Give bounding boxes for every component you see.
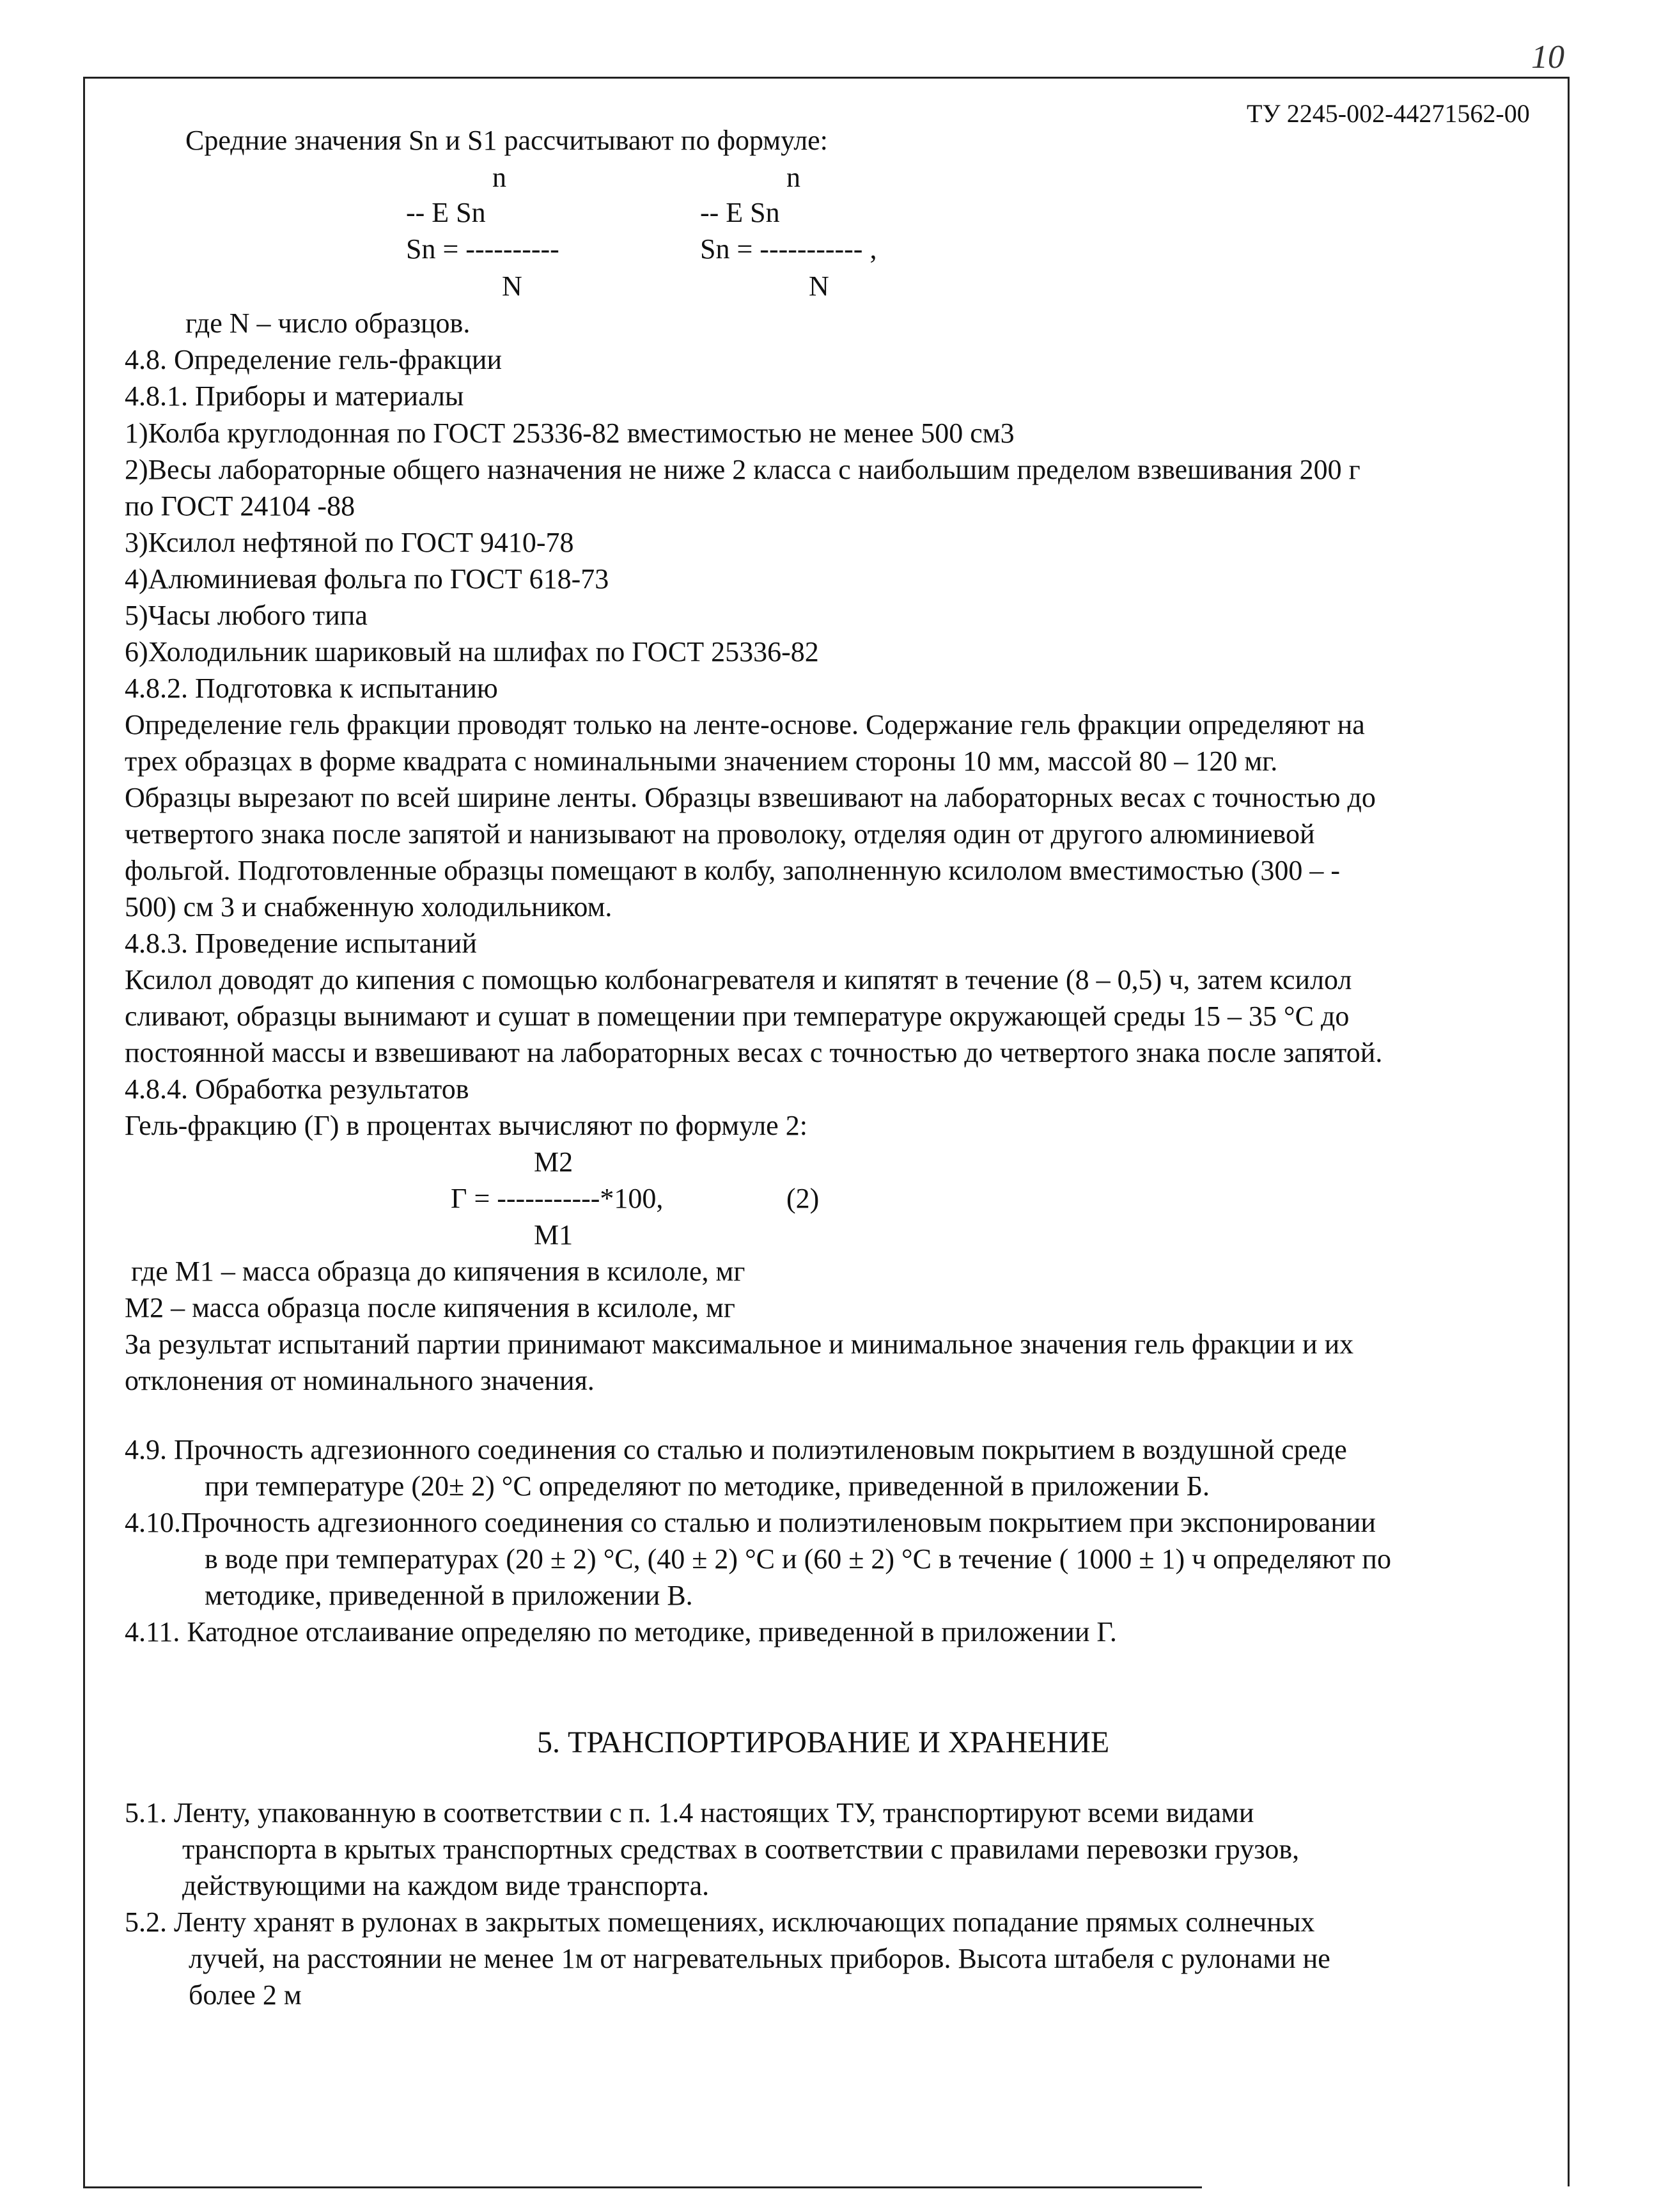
- equipment-item: по ГОСТ 24104 -88: [125, 490, 355, 522]
- section-5-heading: 5. ТРАНСПОРТИРОВАНИЕ И ХРАНЕНИЕ: [537, 1725, 1110, 1759]
- section-4-8-1-title: 4.8.1. Приборы и материалы: [125, 380, 464, 412]
- section-5-1: 5.1. Ленту, упакованную в соответствии с п. 1.4 настоящих ТУ, транспортируют всеми видами: [125, 1797, 1254, 1828]
- equipment-item: 1)Колба круглодонная по ГОСТ 25336-82 вместимостью не менее 500 см3: [125, 417, 1015, 449]
- equipment-item: 6)Холодильник шариковый на шлифах по ГОСТ 25336-82: [125, 636, 819, 667]
- page-number: 10: [1531, 39, 1564, 75]
- formula1-where: где N – число образцов.: [185, 308, 471, 339]
- paragraph-line: четвертого знака после запятой и нанизывают на проволоку, отделяя один от другого алюминиевой: [125, 818, 1315, 850]
- section-4-9-cont: при температуре (20± 2) °С определяют по методике, приведенной в приложении Б.: [205, 1470, 1210, 1502]
- paragraph-line: Ксилол доводят до кипения с помощью колбонагревателя и кипятят в течение (8 – 0,5) ч, затем ксилол: [125, 964, 1352, 995]
- paragraph-line: где М1 – масса образца до кипячения в ксилоле, мг: [131, 1256, 745, 1287]
- section-4-10: 4.10.Прочность адгезионного соединения со сталью и полиэтиленовым покрытием при экспонировании: [125, 1507, 1376, 1538]
- paragraph-line: сливают, образцы вынимают и сушат в помещении при температуре окружающей среды 15 – 35 °С до: [125, 1001, 1350, 1032]
- section-4-10-cont: в воде при температурах (20 ± 2) °С, (40 ± 2) °С и (60 ± 2) °С в течение ( 1000 ± 1) ч определяют по: [205, 1543, 1391, 1575]
- formula1-right-main: Sn = ----------- ,: [700, 233, 877, 265]
- paragraph-line: постоянной массы и взвешивают на лабораторных весах с точностью до четвертого знака после запятой.: [125, 1037, 1383, 1068]
- paragraph-line: Образцы вырезают по всей ширине ленты. Образцы взвешивают на лабораторных весах с точностью до: [125, 782, 1376, 813]
- frame-top-line: [83, 77, 1568, 79]
- paragraph-line: трех образцах в форме квадрата с номинальными значением стороны 10 мм, массой 80 – 120 мг.: [125, 745, 1278, 777]
- equipment-item: 3)Ксилол нефтяной по ГОСТ 9410-78: [125, 527, 574, 558]
- paragraph-line: Определение гель фракции проводят только на ленте-основе. Содержание гель фракции определяют на: [125, 709, 1365, 740]
- section-4-11: 4.11. Катодное отслаивание определяю по методике, приведенной в приложении Г.: [125, 1616, 1117, 1647]
- paragraph-line: За результат испытаний партии принимают максимальное и минимальное значения гель фракции и их: [125, 1328, 1354, 1360]
- formula2-denominator: М1: [534, 1219, 573, 1250]
- frame-right-line: [1568, 77, 1570, 2186]
- section-4-9: 4.9. Прочность адгезионного соединения со сталью и полиэтиленовым покрытием в воздушной среде: [125, 1434, 1347, 1465]
- frame-bottom-line: [83, 2186, 1202, 2188]
- equipment-item: 5)Часы любого типа: [125, 600, 368, 631]
- formula2-main: Г = -----------*100,: [451, 1183, 664, 1214]
- formula1-left-main: Sn = ----------: [406, 233, 559, 265]
- section-5-2-cont: лучей, на расстоянии не менее 1м от нагревательных приборов. Высота штабеля с рулонами не: [189, 1943, 1330, 1974]
- document-code: ТУ 2245-002-44271562-00: [1247, 99, 1530, 128]
- paragraph-line: 500) см 3 и снабженную холодильником.: [125, 891, 612, 923]
- formula1-right-upper: n: [786, 162, 800, 193]
- section-5-2: 5.2. Ленту хранят в рулонах в закрытых помещениях, исключающих попадание прямых солнечных: [125, 1906, 1315, 1938]
- section-4-8-3-title: 4.8.3. Проведение испытаний: [125, 928, 477, 959]
- section-5-1-cont: транспорта в крытых транспортных средствах в соответствии с правилами перевозки грузов,: [182, 1834, 1300, 1865]
- formula1-right-lower: N: [809, 270, 829, 302]
- section-4-8-2-title: 4.8.2. Подготовка к испытанию: [125, 673, 498, 704]
- formula1-left-lower: N: [502, 270, 522, 302]
- formula2-intro: Гель-фракцию (Г) в процентах вычисляют по формуле 2:: [125, 1110, 807, 1141]
- frame-left-line: [83, 77, 85, 2186]
- formula1-right-sum: -- E Sn: [700, 197, 780, 228]
- section-5-1-cont: действующими на каждом виде транспорта.: [182, 1870, 710, 1901]
- formula2-number: (2): [786, 1183, 820, 1214]
- formula1-left-upper: n: [492, 162, 506, 193]
- section-4-8-4-title: 4.8.4. Обработка результатов: [125, 1073, 469, 1105]
- formula1-intro: Средние значения Sn и S1 рассчитывают по формуле:: [185, 125, 828, 156]
- section-4-10-cont: методике, приведенной в приложении В.: [205, 1580, 693, 1611]
- equipment-item: 4)Алюминиевая фольга по ГОСТ 618-73: [125, 563, 609, 595]
- paragraph-line: М2 – масса образца после кипячения в ксилоле, мг: [125, 1292, 735, 1323]
- section-5-2-cont: более 2 м: [189, 1979, 302, 2011]
- paragraph-line: фольгой. Подготовленные образцы помещают в колбу, заполненную ксилолом вместимостью (300 – -: [125, 855, 1340, 886]
- section-4-8-title: 4.8. Определение гель-фракции: [125, 344, 503, 375]
- equipment-item: 2)Весы лабораторные общего назначения не ниже 2 класса с наибольшим пределом взвешивания 200 г: [125, 454, 1360, 485]
- formula2-numerator: М2: [534, 1146, 573, 1178]
- formula1-left-sum: -- E Sn: [406, 197, 486, 228]
- paragraph-line: отклонения от номинального значения.: [125, 1365, 595, 1396]
